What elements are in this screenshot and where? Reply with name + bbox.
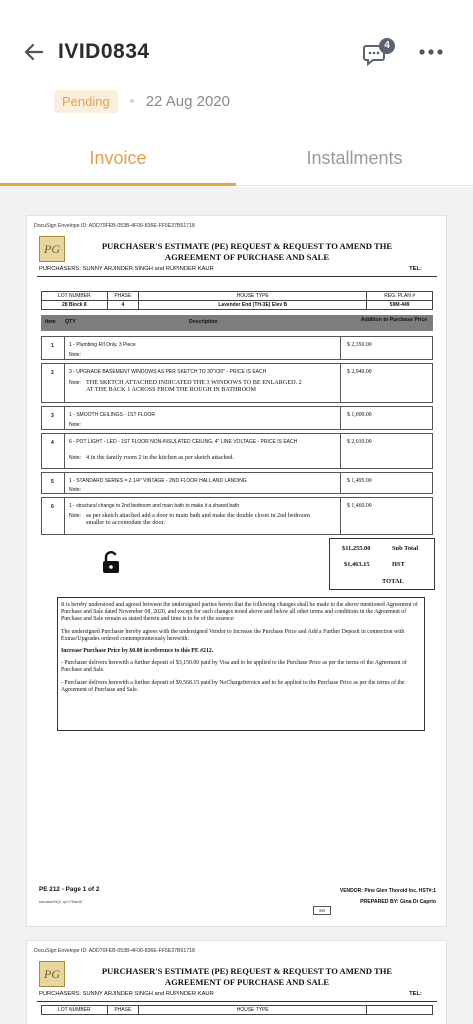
vendor-line: VENDOR: Pine Glen Thorold Inc. HST#:1 xyxy=(339,888,436,894)
separator-dot xyxy=(130,99,134,103)
divider xyxy=(37,1001,437,1002)
subtotal-value: $11,255.00 xyxy=(342,545,371,552)
unlocked-padlock-icon xyxy=(101,550,121,574)
lot-value-cell: 59M-449 xyxy=(367,301,433,310)
subtotal-label: Sub Total xyxy=(392,545,419,552)
lot-header-cell: LOT NUMBER xyxy=(42,1006,108,1015)
initials-box: SSS xyxy=(313,906,331,915)
page-number: PE 212 - Page 1 of 2 xyxy=(39,886,100,893)
purchasers-line: PURCHASERS: SUNNY ARJINDER SINGH and RUPINDER KAUR xyxy=(39,266,214,272)
tab-installments[interactable]: Installments xyxy=(306,148,403,168)
lot-header-cell: REG. PLAN # xyxy=(367,292,433,301)
report-id: kdcustomNQL.rpt 27Mar18 xyxy=(39,900,83,904)
lot-value-cell: 4 xyxy=(107,301,138,310)
lot-value-cell: Lavender End (TH-3E) Elev B xyxy=(139,301,367,310)
lot-table xyxy=(41,291,433,310)
items-header xyxy=(41,315,433,331)
line-item: 3 1 - SMOOTH CEILINGS - 1ST FLOOR Note: $ 1,000.00 xyxy=(41,406,433,430)
qty-col-header: QTY xyxy=(65,319,76,325)
page-title: IVID0834 xyxy=(58,40,150,63)
active-tab-indicator xyxy=(0,183,236,186)
lot-header-cell: HOUSE TYPE xyxy=(139,292,367,301)
totals-box xyxy=(329,538,435,590)
document-viewer[interactable] xyxy=(0,187,473,1024)
lot-header-cell: LOT NUMBER xyxy=(42,292,108,301)
line-item: 1 1 - Plumbing R/I Only, 3 Piece Note: $ 2,350.00 xyxy=(41,336,433,360)
tel-label: TEL: xyxy=(409,991,422,997)
builder-logo: PG xyxy=(39,236,65,262)
invoice-date: 22 Aug 2020 xyxy=(145,92,230,110)
document-page-2 xyxy=(26,940,447,1024)
hst-label: HST xyxy=(392,561,405,568)
document-page-1 xyxy=(26,215,447,927)
line-item: 2 3 - UPGRADE BASEMENT WINDOWS AS PER SKETCH TO 30"X30" - PRICE IS EACH Note: THE SKETCH ATTACHED INDICATED THE 3 WINDOWS TO BE ENLARGED. 2 AT THE BACK 1 ACROSS FROM THE ROUGH IN BATHROOM $ 2,940.00 xyxy=(41,363,433,403)
item-col-header: Item xyxy=(45,319,56,325)
top-bar xyxy=(0,0,473,80)
hst-value: $1,463.15 xyxy=(344,561,370,568)
more-options-icon[interactable] xyxy=(418,44,444,60)
envelope-id: DocuSign Envelope ID: ADD70FEB-053B-4F06-836E-FF5E37B61718 xyxy=(34,223,195,229)
document-title: PURCHASER'S ESTIMATE (PE) REQUEST & REQUEST TO AMEND THE AGREEMENT OF PURCHASE AND SALE xyxy=(101,966,393,987)
lot-value-cell: 28 Block 8 xyxy=(42,301,108,310)
lot-table xyxy=(41,1005,433,1015)
line-item: 5 1 - STANDARD SERIES = 2 1/4" VINTAGE - 2ND FLOOR HALL AND LANDING Note: $ 1,495.00 xyxy=(41,472,433,494)
tab-bar xyxy=(0,138,473,186)
addition-col-header: Addition to Purchase Price xyxy=(360,317,428,323)
total-label: TOTAL xyxy=(382,578,404,585)
document-title: PURCHASER'S ESTIMATE (PE) REQUEST & REQUEST TO AMEND THE AGREEMENT OF PURCHASE AND SALE xyxy=(101,241,393,262)
status-badge: Pending xyxy=(54,90,118,113)
lot-header-cell: HOUSE TYPE xyxy=(139,1006,367,1015)
status-row xyxy=(54,88,230,114)
chat-count-badge: 4 xyxy=(379,38,395,54)
prepared-by: PREPARED BY: Gina Di Caprio xyxy=(360,899,436,905)
description-col-header: Description xyxy=(189,319,218,325)
purchasers-line: PURCHASERS: SUNNY ARJINDER SINGH and RUPINDER KAUR xyxy=(39,991,214,997)
line-item: 6 1 - structural change to 2nd bedroom and main bath to make it a shared bath Note: as per sketch attached add a door to main bath and make the double closet in 2nd bedroom smaller to accomodate the door. $ 1,460.00 xyxy=(41,497,433,535)
line-item: 4 6 - POT LIGHT - LED - 1ST FLOOR NON-INSULATED CEILING, 4" LINE VOLTAGE - PRICE IS EACH Note: 4 in the family room 2 in the kitchen as per sketch attached. $ 2,010.00 xyxy=(41,433,433,469)
back-arrow-icon[interactable] xyxy=(22,40,46,64)
tab-invoice[interactable]: Invoice xyxy=(89,148,147,168)
lot-header-cell: PHASE xyxy=(107,1006,138,1015)
lot-header-cell: PHASE xyxy=(107,292,138,301)
divider xyxy=(37,276,437,277)
agreement-terms: It is hereby understood and agreed between the undersigned parties hereto that the following changes shall be made to the above mentioned Agreement of Purchase and Sale dated November 08, 2020, and except for such changes noted above and below all other terms and conditions in the Agreement of Purchase and Sale remain as stated therein and time is to be of the essence: The undersigned Purchaser hereby agrees with the undersigned Vendor to Increase the Purchase Price and Add a Further Deposit in connection with Extras/Upgrades ordered contemporaneously herewith: Increase Purchase Price by $0.00 in reference to this PE #212. - Purchaser delivers herewith a further deposit of $3,150.00 paid by Visa and to be applied to the Purchase Price as per the terms of the Agreement of Purchase and Sale. - Purchaser delivers herewith a further deposit of $9,568.15 paid by NoChargeInvoice and to be applied to the Purchase Price as per the terms of the Agreement of Purchase and Sale. xyxy=(57,597,425,731)
envelope-id: DocuSign Envelope ID: ADD70FEB-053B-4F06-836E-FF5E37B61718 xyxy=(34,948,195,954)
tel-label: TEL: xyxy=(409,266,422,272)
builder-logo: PG xyxy=(39,961,65,987)
